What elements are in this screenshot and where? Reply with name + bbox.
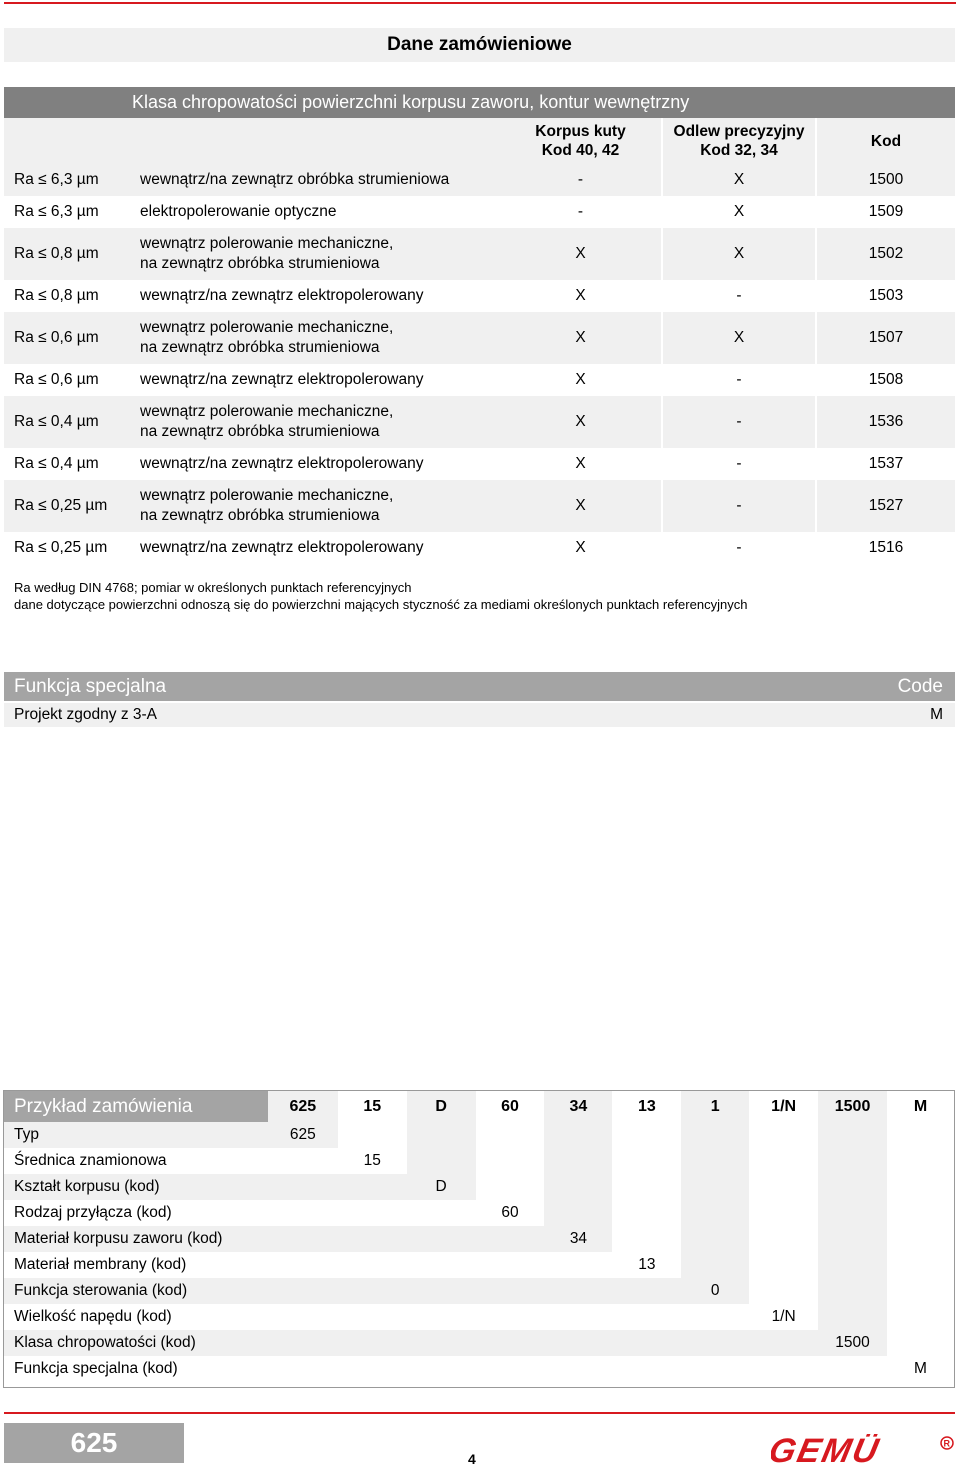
svg-text:GEMÜ: GEMÜ	[771, 1434, 884, 1466]
example-cell	[268, 1304, 338, 1330]
example-cell	[476, 1174, 545, 1200]
example-cell	[338, 1226, 407, 1252]
footer-rule	[4, 1412, 955, 1414]
example-cell: D	[407, 1174, 476, 1200]
example-cell	[268, 1148, 338, 1174]
example-cell	[407, 1122, 476, 1148]
forged-availability: X	[500, 312, 662, 364]
special-function-title: Funkcja specjalna	[14, 675, 167, 697]
example-cell	[681, 1356, 749, 1382]
cast-availability: X	[662, 228, 816, 280]
example-row	[4, 1148, 954, 1174]
example-cell	[818, 1226, 887, 1252]
example-cell	[544, 1278, 612, 1304]
example-cell	[544, 1174, 612, 1200]
example-cell	[887, 1278, 954, 1304]
roughness-row	[4, 280, 955, 312]
example-cell	[681, 1122, 749, 1148]
example-cell	[407, 1252, 476, 1278]
example-cell	[749, 1200, 818, 1226]
example-row	[4, 1174, 954, 1200]
example-row	[4, 1252, 954, 1278]
top-rule	[4, 2, 956, 4]
example-cell	[887, 1174, 954, 1200]
roughness-code: 1536	[816, 396, 955, 448]
example-label: Funkcja sterowania (kod)	[4, 1278, 268, 1304]
example-cell	[476, 1304, 545, 1330]
ra-value: Ra ≤ 0,4 µm	[14, 455, 99, 472]
example-cell	[338, 1304, 407, 1330]
example-cell	[612, 1148, 681, 1174]
example-cell	[887, 1148, 954, 1174]
example-cell	[681, 1304, 749, 1330]
svg-text:R: R	[943, 1438, 950, 1449]
example-cell	[612, 1356, 681, 1382]
example-code: 1/N	[771, 1097, 797, 1115]
example-cell	[407, 1356, 476, 1382]
ra-value: Ra ≤ 0,25 µm	[4, 480, 130, 532]
cast-availability: -	[662, 532, 816, 564]
ra-value: Ra ≤ 0,8 µm	[4, 228, 130, 280]
example-cell	[749, 1174, 818, 1200]
example-cell	[407, 1200, 476, 1226]
example-cell	[544, 1200, 612, 1226]
cast-availability: -	[662, 448, 816, 480]
example-cell	[476, 1122, 545, 1148]
example-cell	[681, 1200, 749, 1226]
example-cell	[476, 1226, 545, 1252]
example-cell	[407, 1148, 476, 1174]
special-function-label: Projekt zgodny z 3-A	[14, 706, 158, 723]
example-cell	[818, 1122, 887, 1148]
example-cell	[338, 1200, 407, 1226]
example-cell	[268, 1252, 338, 1278]
roughness-row	[4, 364, 955, 396]
gemu-logo	[771, 1434, 955, 1471]
example-cell	[749, 1356, 818, 1382]
roughness-code: 1508	[816, 364, 955, 396]
example-cell	[612, 1174, 681, 1200]
example-cell	[612, 1330, 681, 1356]
example-cell	[818, 1200, 887, 1226]
example-cell	[887, 1200, 954, 1226]
example-label: Funkcja specjalna (kod)	[14, 1360, 178, 1377]
example-cell	[268, 1278, 338, 1304]
example-code: 15	[363, 1097, 382, 1115]
ra-value: Ra ≤ 0,6 µm	[4, 312, 130, 364]
example-label: Klasa chropowatości (kod)	[4, 1330, 268, 1356]
example-label: Średnica znamionowa	[14, 1152, 167, 1169]
example-cell	[476, 1148, 545, 1174]
example-cell	[749, 1252, 818, 1278]
example-cell	[544, 1148, 612, 1174]
roughness-code: 1516	[816, 532, 955, 564]
roughness-code: 1502	[816, 228, 955, 280]
special-function-header	[4, 672, 955, 701]
forged-availability: -	[500, 164, 662, 196]
example-code: 1500	[818, 1091, 887, 1122]
example-cell	[544, 1304, 612, 1330]
example-cell: 1/N	[771, 1308, 796, 1325]
forged-availability: X	[500, 480, 662, 532]
special-function-code: M	[930, 706, 943, 723]
roughness-note-1: Ra według DIN 4768; pomiar w określonych punktach referencyjnych	[14, 580, 412, 595]
example-code: D	[407, 1091, 476, 1122]
example-cell	[818, 1356, 887, 1382]
roughness-note-2: dane dotyczące powierzchni odnoszą się do powierzchni mających styczność za mediami określonych punktach referencyjnych	[14, 597, 748, 612]
example-label: Wielkość napędu (kod)	[14, 1308, 172, 1325]
example-row	[4, 1122, 954, 1148]
surface-description: wewnątrz polerowanie mechaniczne, na zewnątrz obróbka strumieniowa	[130, 228, 500, 280]
example-cell	[338, 1330, 407, 1356]
example-cell	[476, 1356, 545, 1382]
example-cell	[338, 1356, 407, 1382]
forged-availability: X	[500, 228, 662, 280]
ra-value: Ra ≤ 6,3 µm	[4, 164, 130, 196]
surface-description: wewnątrz/na zewnątrz elektropolerowany	[140, 455, 424, 472]
surface-description: wewnątrz polerowanie mechaniczne, na zewnątrz obróbka strumieniowa	[130, 396, 500, 448]
page-title: Dane zamówieniowe	[4, 28, 955, 62]
example-cell	[544, 1122, 612, 1148]
example-label: Typ	[4, 1122, 268, 1148]
example-cell	[818, 1174, 887, 1200]
roughness-row	[4, 196, 955, 228]
example-cell	[887, 1252, 954, 1278]
example-cell	[268, 1200, 338, 1226]
surface-description: wewnątrz polerowanie mechaniczne, na zewnątrz obróbka strumieniowa	[130, 312, 500, 364]
example-cell	[544, 1356, 612, 1382]
example-cell	[268, 1356, 338, 1382]
example-cell: 60	[501, 1204, 519, 1221]
roughness-row	[4, 396, 955, 448]
example-cell	[407, 1330, 476, 1356]
ra-value: Ra ≤ 6,3 µm	[14, 203, 99, 220]
roughness-code: 1503	[816, 280, 955, 312]
example-cell	[407, 1304, 476, 1330]
example-cell	[887, 1330, 954, 1356]
roughness-row	[4, 480, 955, 532]
example-label: Materiał membrany (kod)	[14, 1256, 187, 1273]
example-cell	[681, 1174, 749, 1200]
surface-description: wewnątrz/na zewnątrz obróbka strumieniowa	[130, 164, 500, 196]
example-cell	[407, 1226, 476, 1252]
example-cell: 625	[268, 1122, 338, 1148]
cast-availability: X	[662, 312, 816, 364]
special-function-row	[4, 703, 955, 727]
page-number: 4	[468, 1451, 476, 1467]
example-cell	[476, 1252, 545, 1278]
example-code: M	[913, 1097, 928, 1115]
example-cell	[887, 1304, 954, 1330]
example-code: 60	[501, 1097, 519, 1115]
example-cell	[749, 1148, 818, 1174]
roughness-table	[4, 87, 955, 564]
example-cell	[749, 1330, 818, 1356]
example-cell	[612, 1278, 681, 1304]
example-cell	[544, 1330, 612, 1356]
example-cell	[476, 1278, 545, 1304]
example-code: 625	[268, 1091, 338, 1122]
cast-availability: X	[662, 164, 816, 196]
example-cell: 15	[363, 1152, 381, 1169]
roughness-row	[4, 448, 955, 480]
example-label: Rodzaj przyłącza (kod)	[14, 1204, 172, 1221]
example-cell	[268, 1226, 338, 1252]
example-row	[4, 1304, 954, 1330]
forged-availability: X	[575, 287, 586, 304]
ra-value: Ra ≤ 0,8 µm	[14, 287, 99, 304]
example-row	[4, 1356, 954, 1382]
col-cast-header: Odlew precyzyjny Kod 32, 34	[662, 118, 816, 164]
example-cell	[681, 1252, 749, 1278]
example-cell	[749, 1278, 818, 1304]
roughness-row	[4, 532, 955, 564]
forged-availability: X	[575, 455, 586, 472]
example-cell	[818, 1252, 887, 1278]
example-cell	[612, 1200, 681, 1226]
example-cell	[476, 1330, 545, 1356]
example-code: 1	[681, 1091, 749, 1122]
ra-value: Ra ≤ 0,25 µm	[14, 539, 108, 556]
cast-availability: -	[662, 364, 816, 396]
example-cell: M	[914, 1360, 927, 1377]
example-cell	[612, 1122, 681, 1148]
example-cell: 0	[681, 1278, 749, 1304]
product-number: 625	[4, 1423, 184, 1463]
special-function-code-header: Code	[897, 675, 943, 697]
example-code: 13	[637, 1097, 656, 1115]
example-cell	[887, 1226, 954, 1252]
example-label: Kształt korpusu (kod)	[4, 1174, 268, 1200]
example-cell	[681, 1148, 749, 1174]
surface-description: wewnątrz/na zewnątrz elektropolerowany	[140, 539, 424, 556]
forged-availability: X	[575, 539, 586, 556]
example-cell	[612, 1304, 681, 1330]
example-cell	[338, 1122, 407, 1148]
example-cell: 1500	[818, 1330, 887, 1356]
roughness-row	[4, 312, 955, 364]
example-row	[4, 1200, 954, 1226]
example-label: Materiał korpusu zaworu (kod)	[4, 1226, 268, 1252]
example-cell	[749, 1226, 818, 1252]
cast-availability: -	[662, 480, 816, 532]
example-cell	[268, 1330, 338, 1356]
example-cell	[407, 1278, 476, 1304]
cast-availability: -	[662, 396, 816, 448]
ra-value: Ra ≤ 0,4 µm	[4, 396, 130, 448]
order-example	[3, 1090, 955, 1388]
roughness-header: Klasa chropowatości powierzchni korpusu zaworu, kontur wewnętrzny	[4, 87, 955, 118]
forged-availability: -	[577, 203, 584, 220]
example-cell: 13	[638, 1256, 656, 1273]
surface-description: wewnątrz polerowanie mechaniczne, na zewnątrz obróbka strumieniowa	[130, 480, 500, 532]
cast-availability: X	[662, 196, 816, 228]
example-cell	[818, 1304, 887, 1330]
forged-availability: X	[575, 371, 586, 388]
surface-description: elektropolerowanie optyczne	[140, 203, 337, 220]
roughness-code: 1500	[816, 164, 955, 196]
example-cell: 34	[544, 1226, 612, 1252]
col-code-header: Kod	[816, 118, 955, 164]
roughness-row	[4, 228, 955, 280]
roughness-row	[4, 164, 955, 196]
roughness-code: 1507	[816, 312, 955, 364]
example-cell	[612, 1226, 681, 1252]
ra-value: Ra ≤ 0,6 µm	[14, 371, 99, 388]
example-code: 34	[544, 1091, 612, 1122]
example-title: Przykład zamówienia	[4, 1091, 268, 1122]
example-row	[4, 1278, 954, 1304]
example-cell	[749, 1122, 818, 1148]
surface-description: wewnątrz/na zewnątrz elektropolerowany	[140, 287, 424, 304]
roughness-code: 1537	[816, 448, 955, 480]
surface-description: wewnątrz/na zewnątrz elektropolerowany	[140, 371, 424, 388]
forged-availability: X	[500, 396, 662, 448]
example-cell	[268, 1174, 338, 1200]
example-cell	[338, 1174, 407, 1200]
roughness-code: 1509	[816, 196, 955, 228]
example-cell	[338, 1252, 407, 1278]
col-forged-header: Korpus kuty Kod 40, 42	[500, 118, 662, 164]
example-row	[4, 1226, 954, 1252]
example-header-row	[4, 1091, 954, 1122]
example-cell	[818, 1148, 887, 1174]
example-cell	[681, 1226, 749, 1252]
example-cell	[818, 1278, 887, 1304]
roughness-code: 1527	[816, 480, 955, 532]
example-cell	[544, 1252, 612, 1278]
example-cell	[338, 1278, 407, 1304]
example-row	[4, 1330, 954, 1356]
example-cell	[681, 1330, 749, 1356]
cast-availability: -	[662, 280, 816, 312]
example-cell	[887, 1122, 954, 1148]
